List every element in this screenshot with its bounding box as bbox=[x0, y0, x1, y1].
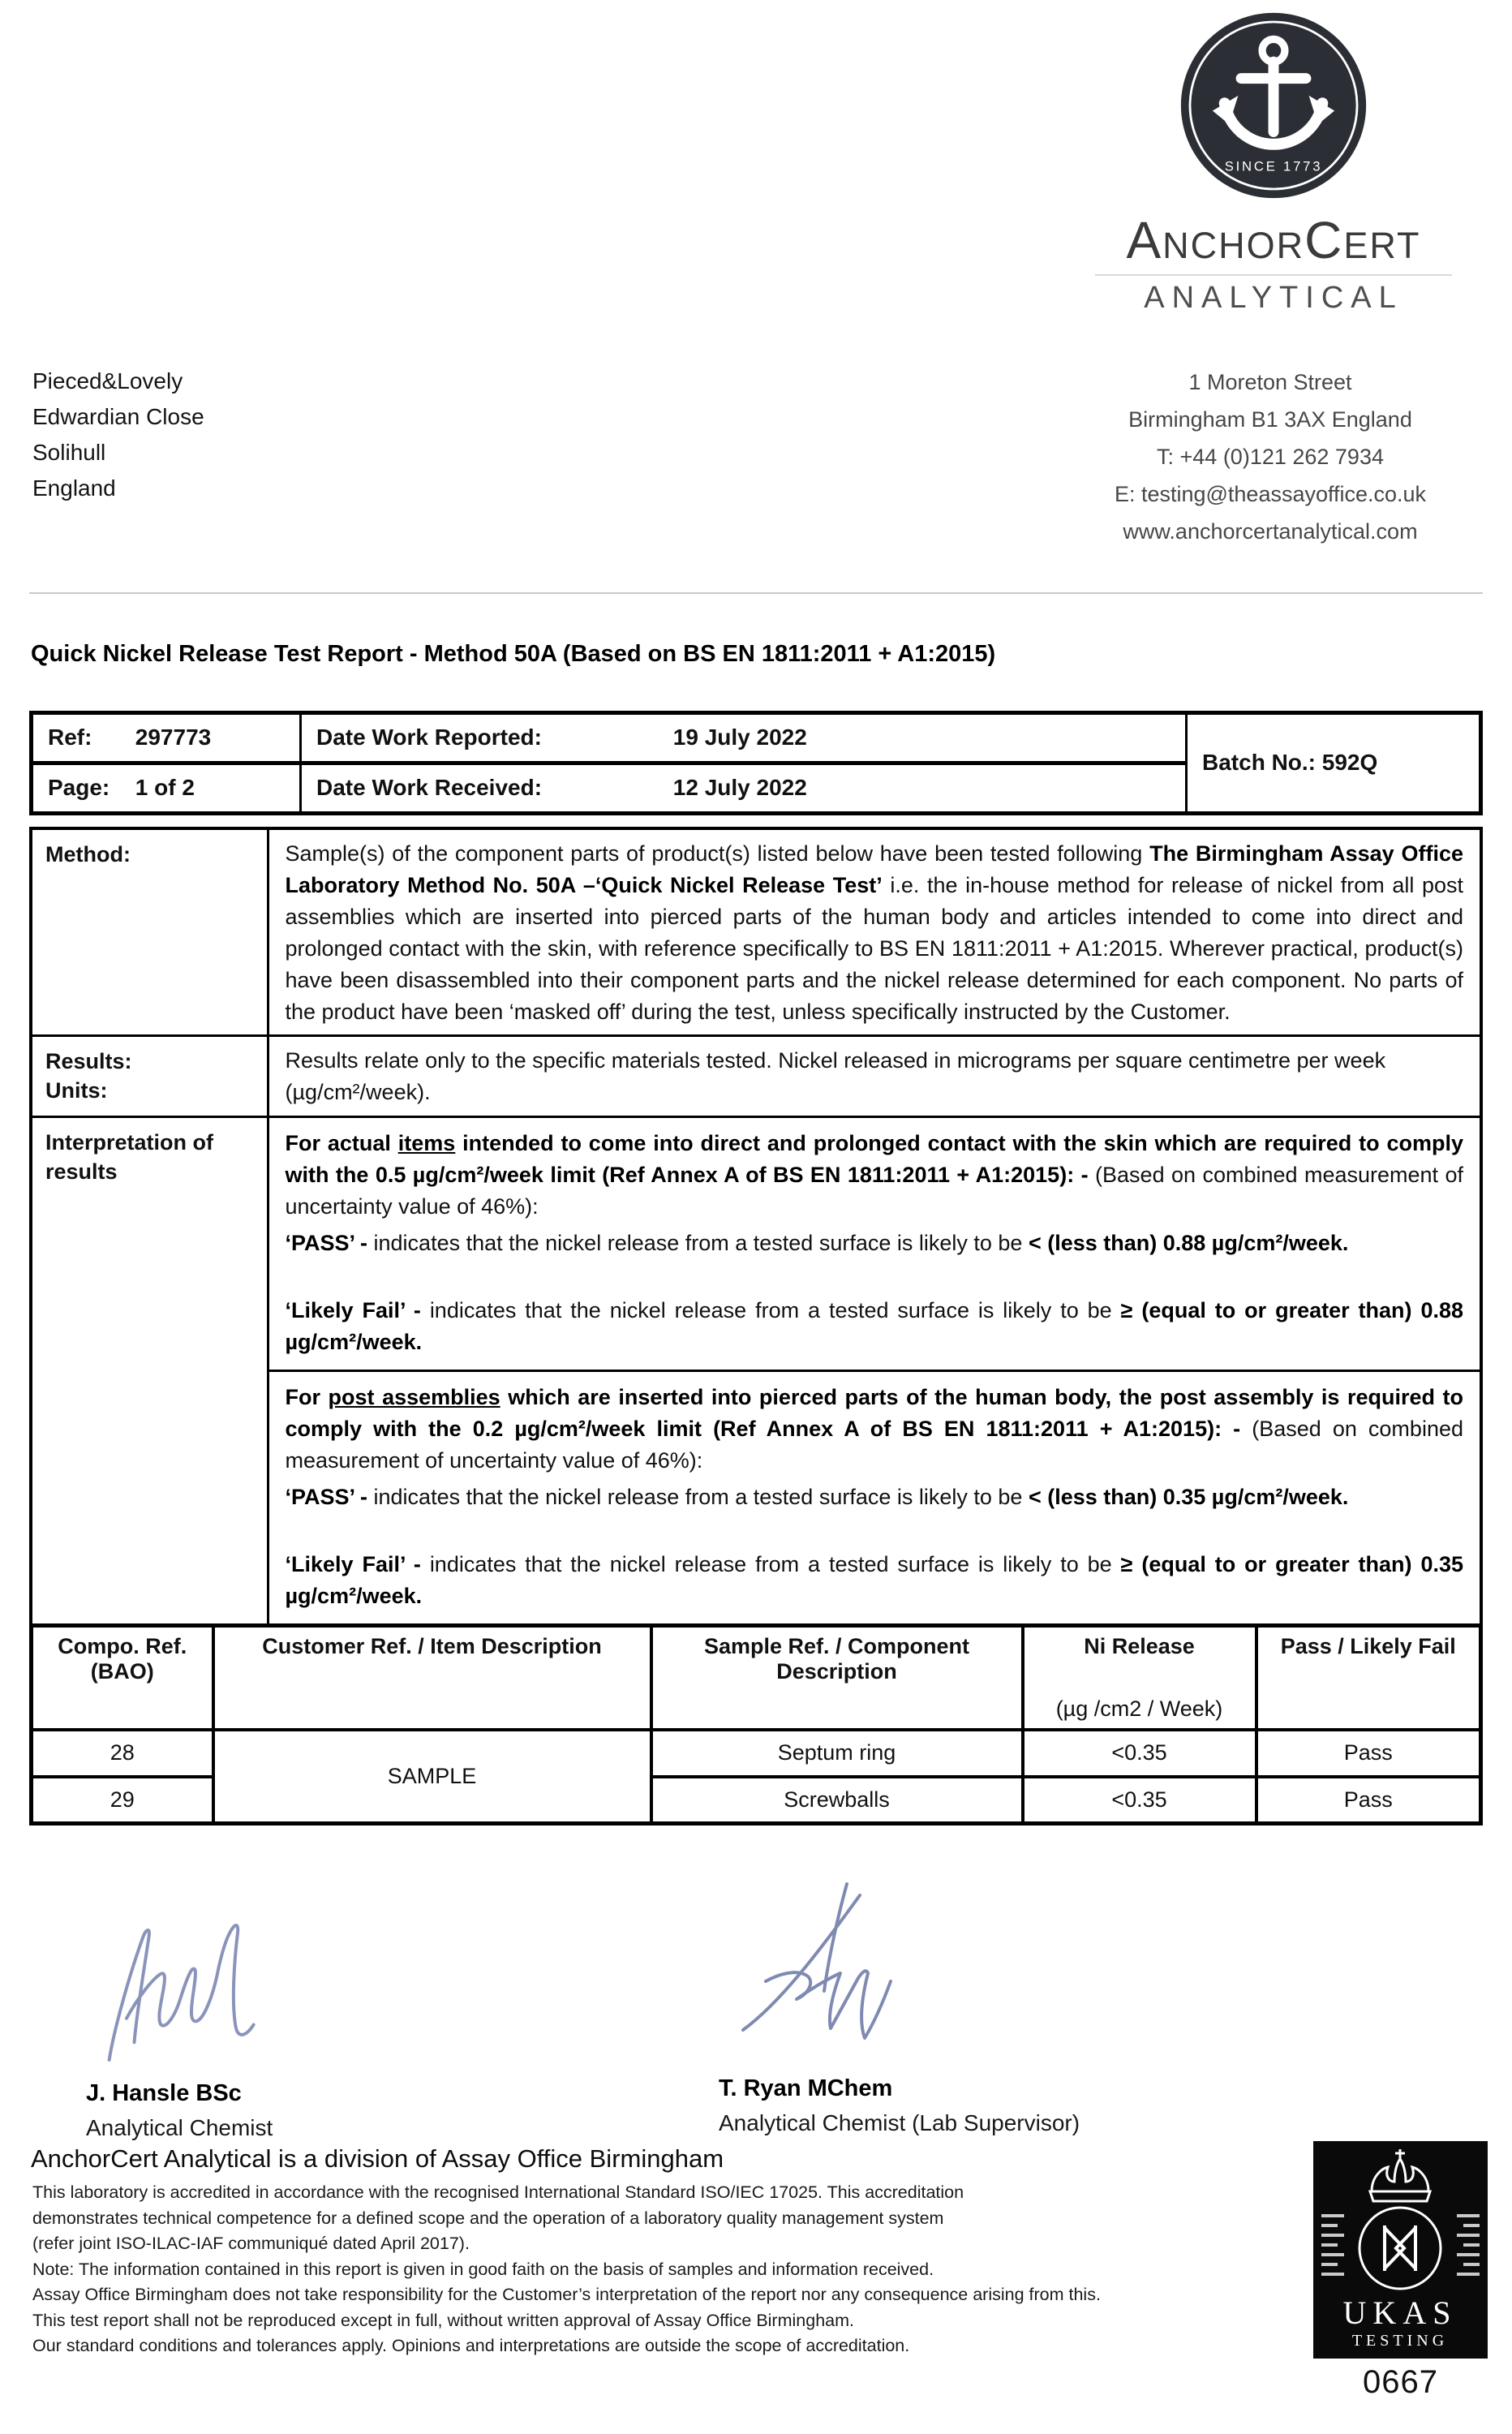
col-header-customer: Customer Ref. / Item Description bbox=[213, 1625, 651, 1730]
signatory-role: Analytical Chemist (Lab Supervisor) bbox=[719, 2110, 1080, 2136]
text-run: For actual bbox=[285, 1130, 398, 1155]
text-run: ≥ (equal to or greater than) 0.35 µg/cm²/week. bbox=[285, 1551, 1463, 1608]
address-row bbox=[29, 363, 1483, 550]
ni-release-cell: <0.35 bbox=[1023, 1777, 1256, 1824]
date-received-cell bbox=[301, 763, 1187, 813]
col-header-ni-release bbox=[1023, 1625, 1256, 1730]
ukas-accreditation bbox=[1313, 2141, 1488, 2401]
ukas-type: TESTING bbox=[1351, 2332, 1449, 2350]
pass-fail-cell: Pass bbox=[1256, 1730, 1481, 1777]
footer-line: (refer joint ISO-ILAC-IAF communiqué dated April 2017). bbox=[32, 2234, 470, 2254]
header-text: Ni Release bbox=[1084, 1633, 1195, 1658]
text-run: (Based on combined measurement of uncertainty value of 46%): bbox=[285, 1416, 1463, 1473]
interpretation-row bbox=[31, 1116, 1481, 1625]
customer-address-line: Edwardian Close bbox=[32, 404, 204, 429]
signature-left bbox=[86, 1855, 492, 2141]
method-text-body: i.e. the in-house method for release of nickel from all post assemblies which are inserted into pierced parts of the human body and articles intended to come into direct and prolonged contact with the skin, with reference specifically to BS EN 1811:2011 + A1:2015. Wherever practical, product(s) have been disassembled into their component parts and the nickel release determined for each component. No parts of the product have been ‘masked off’ during the test, unless specifically instructed by the Customer. bbox=[285, 872, 1463, 1024]
method-text-intro: Sample(s) of the component parts of product(s) listed below have been tested following bbox=[285, 841, 1150, 866]
compo-ref-cell: 28 bbox=[32, 1730, 213, 1777]
customer-ref-cell: SAMPLE bbox=[213, 1730, 651, 1824]
text-run: ‘Likely Fail’ - bbox=[285, 1297, 430, 1322]
text-run: indicates that the nickel release from a tested surface is likely to be bbox=[429, 1551, 1121, 1576]
text-run: post assemblies bbox=[328, 1384, 500, 1409]
brand-block bbox=[1063, 11, 1484, 313]
results-text: Results relate only to the specific materials tested. Nickel released in micrograms per square centimetre per week (µg/cm²/week). bbox=[268, 1035, 1481, 1116]
customer-address-line: England bbox=[32, 475, 116, 501]
text-run: ≥ (equal to or greater than) 0.88 µg/cm²/week. bbox=[285, 1297, 1463, 1354]
results-label: Results: bbox=[45, 1048, 132, 1073]
footer-line: This test report shall not be reproduced except in full, without written approval of Assay Office Birmingham. bbox=[32, 2310, 854, 2330]
lab-address-line: 1 Moreton Street bbox=[1188, 370, 1352, 394]
signature-scribble-left bbox=[81, 1892, 285, 2080]
batch-cell: Batch No.: 592Q bbox=[1187, 712, 1481, 813]
ni-release-cell: <0.35 bbox=[1023, 1730, 1256, 1777]
footer-line: demonstrates technical competence for a defined scope and the operation of a laboratory quality management system bbox=[32, 2208, 944, 2228]
method-name-bold: The Birmingham Assay Office Laboratory Method No. 50A –‘Quick Nickel Release Test’ bbox=[285, 841, 1463, 897]
text-run: items bbox=[397, 1130, 456, 1155]
page-cell bbox=[32, 763, 301, 813]
logo-since-text: SINCE 1773 bbox=[1224, 158, 1323, 174]
ukas-number: 0667 bbox=[1363, 2364, 1438, 2401]
anchor-logo-icon bbox=[1179, 11, 1368, 200]
method-row bbox=[31, 828, 1481, 1036]
header-text: Compo. Ref. bbox=[58, 1633, 187, 1658]
col-header-compo bbox=[32, 1625, 213, 1730]
lab-website: www.anchorcertanalytical.com bbox=[1123, 519, 1418, 544]
sample-ref-cell: Septum ring bbox=[651, 1730, 1023, 1777]
text-run: indicates that the nickel release from a tested surface is likely to be bbox=[373, 1484, 1029, 1509]
text-run: intended to come into direct and prolonged contact with the skin which are required to comply with the 0.5 µg/cm²/week limit (Ref Annex A of BS EN 1811:2011 + A1:2015): - bbox=[285, 1130, 1463, 1187]
method-text bbox=[268, 828, 1481, 1036]
compo-ref-cell: 29 bbox=[32, 1777, 213, 1824]
header-divider bbox=[29, 592, 1483, 594]
signatory-role: Analytical Chemist bbox=[86, 2115, 273, 2141]
pass-fail-cell: Pass bbox=[1256, 1777, 1481, 1824]
table-row bbox=[32, 1730, 1481, 1777]
text-run: < (less than) 0.88 µg/cm²/week. bbox=[1028, 1230, 1349, 1255]
signatory-name: J. Hansle BSc bbox=[86, 2080, 242, 2107]
posts-intro bbox=[286, 1382, 1464, 1477]
items-intro bbox=[286, 1128, 1464, 1223]
footer-line: Our standard conditions and tolerances apply. Opinions and interpretations are outside the scope of accreditation. bbox=[32, 2336, 910, 2356]
interpretation-block-posts bbox=[269, 1370, 1480, 1623]
posts-pass-line bbox=[286, 1481, 1464, 1513]
ref-label: Ref: bbox=[48, 725, 92, 750]
results-units-label bbox=[31, 1035, 268, 1116]
date-reported-cell bbox=[301, 712, 1187, 763]
report-footer bbox=[29, 2144, 1483, 2401]
header-text: (BAO) bbox=[90, 1658, 154, 1684]
ref-cell bbox=[32, 712, 301, 763]
col-header-sample: Sample Ref. / Component Description bbox=[651, 1625, 1023, 1730]
text-run: For bbox=[285, 1384, 329, 1409]
text-run: ‘Likely Fail’ - bbox=[285, 1551, 430, 1576]
date-received-value: 12 July 2022 bbox=[672, 775, 807, 801]
interpretation-block-items bbox=[269, 1118, 1480, 1370]
header-units: (µg /cm2 / Week) bbox=[1055, 1696, 1223, 1721]
lab-phone: T: +44 (0)121 262 7934 bbox=[1157, 445, 1384, 469]
interpretation-label: Interpretation of results bbox=[31, 1116, 268, 1625]
customer-address-line: Pieced&Lovely bbox=[32, 368, 183, 393]
lab-email: E: testing@theassayoffice.co.uk bbox=[1114, 482, 1427, 506]
text-run: (Based on combined measurement of uncertainty value of 46%): bbox=[285, 1162, 1463, 1219]
ref-value: 297773 bbox=[135, 725, 212, 750]
col-header-pass-fail: Pass / Likely Fail bbox=[1256, 1625, 1481, 1730]
lab-contact bbox=[1084, 363, 1457, 550]
customer-address bbox=[29, 363, 204, 550]
results-table-header bbox=[32, 1625, 1481, 1730]
reference-table bbox=[29, 711, 1483, 815]
footer-line: This laboratory is accredited in accordance with the recognised International Standard ISO/IEC 17025. This accreditation bbox=[32, 2182, 964, 2203]
customer-address-line: Solihull bbox=[32, 440, 106, 465]
report-title: Quick Nickel Release Test Report - Method 50A (Based on BS EN 1811:2011 + A1:2015) bbox=[31, 641, 996, 667]
table-row bbox=[32, 712, 1481, 763]
text-run: ‘PASS’ - bbox=[285, 1230, 374, 1255]
results-units-row bbox=[31, 1035, 1481, 1116]
report-header bbox=[29, 11, 1483, 313]
footer-disclaimer bbox=[32, 2180, 1298, 2359]
footer-heading: AnchorCert Analytical is a division of Assay Office Birmingham bbox=[31, 2144, 724, 2174]
units-label: Units: bbox=[45, 1078, 108, 1103]
text-run: indicates that the nickel release from a tested surface is likely to be bbox=[429, 1297, 1121, 1322]
sample-ref-cell: Screwballs bbox=[651, 1777, 1023, 1824]
interpretation-content bbox=[268, 1116, 1481, 1625]
signatory-name: T. Ryan MChem bbox=[719, 2075, 893, 2102]
brand-name: AnchorCert bbox=[1126, 211, 1421, 269]
signature-right bbox=[719, 1855, 1222, 2136]
brand-divider bbox=[1095, 274, 1452, 276]
footer-line: Assay Office Birmingham does not take responsibility for the Customer’s interpretation of the report nor any consequence arising from this. bbox=[32, 2285, 1101, 2305]
brand-division: ANALYTICAL bbox=[1144, 281, 1403, 315]
footer-line: Note: The information contained in this report is given in good faith on the basis of samples and information received. bbox=[32, 2259, 934, 2279]
date-received-label: Date Work Received: bbox=[316, 775, 543, 801]
page-label: Page: bbox=[48, 775, 110, 801]
items-pass-line bbox=[286, 1228, 1464, 1259]
items-fail-line bbox=[286, 1295, 1464, 1358]
signatures-row bbox=[29, 1855, 1483, 2141]
text-run: ‘PASS’ - bbox=[285, 1484, 374, 1509]
page-value: 1 of 2 bbox=[135, 775, 195, 801]
method-table bbox=[29, 827, 1483, 1627]
text-run: < (less than) 0.35 µg/cm²/week. bbox=[1028, 1484, 1349, 1509]
text-run: indicates that the nickel release from a tested surface is likely to be bbox=[373, 1230, 1029, 1255]
ukas-testing-logo bbox=[1313, 2141, 1488, 2359]
date-reported-value: 19 July 2022 bbox=[672, 725, 807, 750]
ukas-name: UKAS bbox=[1342, 2294, 1458, 2332]
results-table bbox=[29, 1623, 1483, 1826]
method-label: Method: bbox=[31, 828, 268, 1036]
lab-address-line: Birmingham B1 3AX England bbox=[1128, 407, 1412, 432]
posts-fail-line bbox=[286, 1549, 1464, 1612]
text-run: which are inserted into pierced parts of the human body, the post assembly is required to comply with the 0.2 µg/cm²/week limit (Ref Annex A of BS EN 1811:2011 + A1:2015): - bbox=[285, 1384, 1464, 1441]
signature-scribble-right bbox=[719, 1860, 921, 2071]
date-reported-label: Date Work Reported: bbox=[316, 725, 542, 750]
